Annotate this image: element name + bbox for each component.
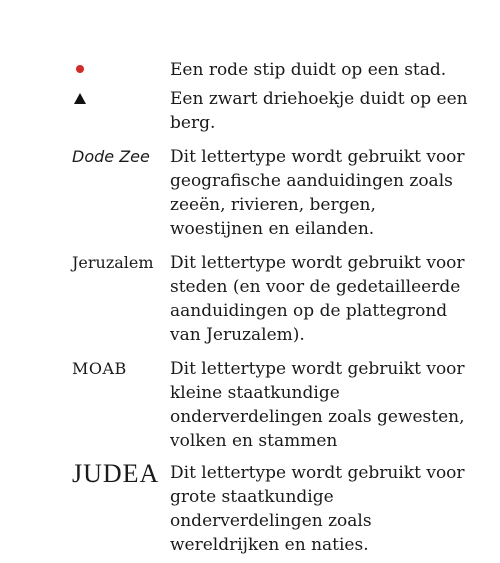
legend-row-mountain bbox=[72, 87, 472, 135]
legend-description-large-political: Dit lettertype wordt gebruikt voor grote staatkundige onderverdelingen zoals wereldrijken en naties. bbox=[170, 463, 465, 555]
legend-sample-towns: Jeruzalem bbox=[72, 253, 154, 272]
legend-description-towns: Dit lettertype wordt gebruikt voor steden (en voor de gedetailleerde aanduidingen op de plattegrond van Jeruzalem). bbox=[170, 253, 465, 345]
legend-description-city: Een rode stip duidt op een stad. bbox=[170, 60, 447, 80]
map-legend bbox=[72, 58, 472, 557]
legend-sample-small-political: MOAB bbox=[72, 359, 127, 378]
legend-row-towns bbox=[72, 251, 472, 347]
red-dot-icon bbox=[76, 65, 84, 73]
legend-description-mountain: Een zwart driehoekje duidt op een berg. bbox=[170, 89, 468, 133]
legend-row-large-political bbox=[72, 461, 472, 557]
legend-row-city bbox=[72, 58, 472, 82]
legend-sample-geographic: Dode Zee bbox=[72, 147, 150, 166]
black-triangle-icon bbox=[74, 93, 86, 104]
legend-description-small-political: Dit lettertype wordt gebruikt voor kleine staatkundige onderverdelingen zoals gewesten, volken en stammen bbox=[170, 359, 465, 451]
legend-description-geographic: Dit lettertype wordt gebruikt voor geografische aanduidingen zoals zeeën, rivieren, bergen, woestijnen en eilanden. bbox=[170, 147, 465, 239]
legend-row-small-political bbox=[72, 357, 472, 453]
legend-row-geographic bbox=[72, 145, 472, 241]
legend-sample-large-political: JUDEA bbox=[72, 459, 160, 488]
